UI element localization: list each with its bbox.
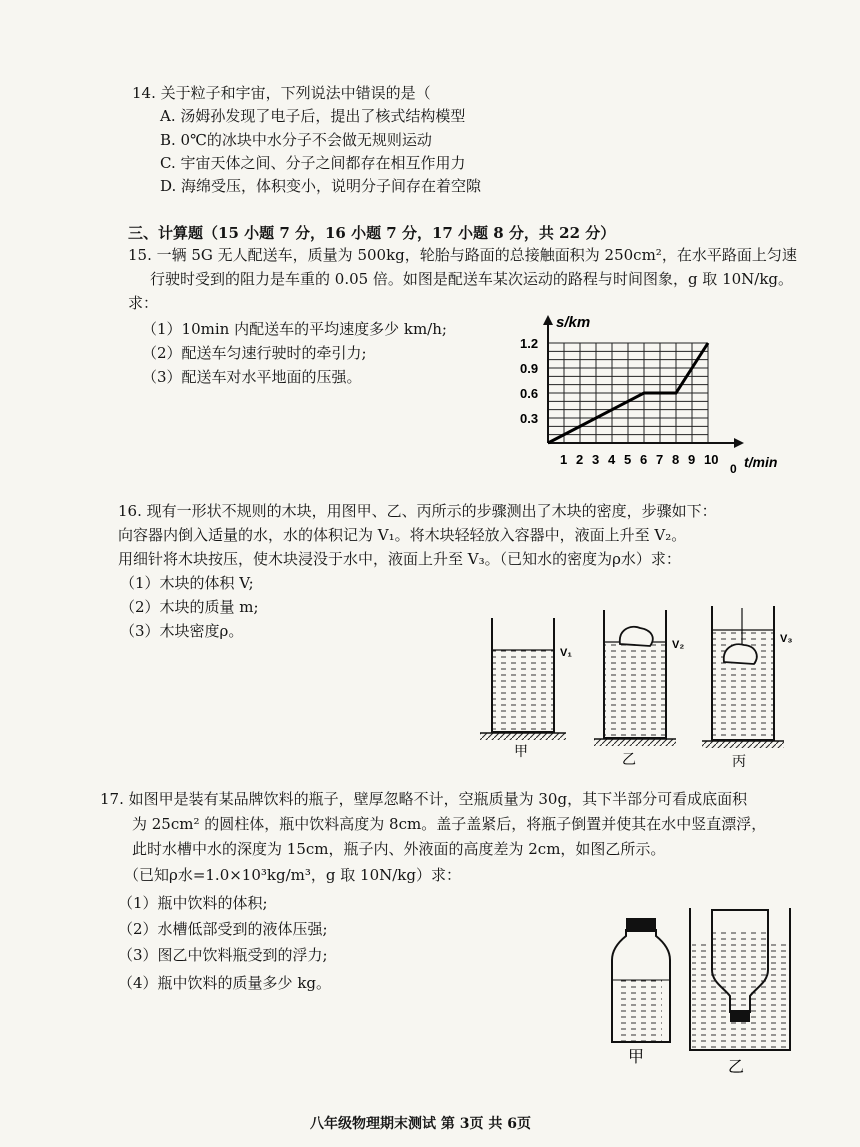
x-axis-arrow <box>734 438 744 448</box>
x-tick-label: 10 <box>704 452 719 467</box>
origin-label: 0 <box>730 462 737 476</box>
q15-sub-3: （3）配送车对水平地面的压强。 <box>142 368 362 386</box>
bottle-cap <box>626 918 656 932</box>
inverted-cap <box>730 1010 750 1022</box>
fig-label-bing: 丙 <box>732 753 746 769</box>
q16-line-2: 向容器内倒入适量的水，水的体积记为 V₁。将木块轻轻放入容器中，液面上升至 V₂。 <box>118 526 687 544</box>
x-tick-label: 6 <box>640 452 648 467</box>
fig-label-jia: 甲 <box>514 743 528 759</box>
q17-sub-3: （3）图乙中饮料瓶受到的浮力; <box>118 946 328 964</box>
q16-sub-3: （3）木块密度ρ。 <box>120 622 244 640</box>
beaker-yi <box>594 610 676 746</box>
q14-option-c: C. 宇宙天体之间、分子之间都存在相互作用力 <box>160 154 466 172</box>
q16-sub-1: （1）木块的体积 V; <box>120 574 254 592</box>
q17-line-1: 17. 如图甲是装有某品牌饮料的瓶子，壁厚忽略不计，空瓶质量为 30g，其下半部分可看成底面积 <box>100 790 748 808</box>
q15-line-2: 行驶时受到的阻力是车重的 0.05 倍。如图是配送车某次运动的路程与时间图象，g 取 10N/kg。 <box>150 270 794 288</box>
x-tick-label: 5 <box>624 452 632 467</box>
section-heading: 三、计算题（15 小题 7 分，16 小题 7 分，17 小题 8 分，共 22 分） <box>128 224 616 242</box>
q17-sub-1: （1）瓶中饮料的体积; <box>118 894 268 912</box>
q17-line-2: 为 25cm² 的圆柱体，瓶中饮料高度为 8cm。盖子盖紧后，将瓶子倒置并使其在水中竖直漂浮， <box>132 815 767 833</box>
y-tick-label: 1.2 <box>520 336 539 351</box>
label-v3: V₃ <box>780 633 793 645</box>
q14-option-a: A. 汤姆孙发现了电子后，提出了核式结构模型 <box>160 107 466 125</box>
tank-yi <box>690 908 790 1050</box>
q17-sub-4: （4）瓶中饮料的质量多少 kg。 <box>118 974 332 992</box>
beaker-jia <box>480 618 566 740</box>
q16-line-1: 16. 现有一形状不规则的木块，用图甲、乙、丙所示的步骤测出了木块的密度，步骤如下： <box>118 502 717 520</box>
beaker-figure <box>470 600 810 775</box>
fig17-label-jia: 甲 <box>628 1049 645 1066</box>
x-tick-label: 3 <box>592 452 600 467</box>
q15-line-1: 15. 一辆 5G 无人配送车，质量为 500kg，轮胎与路面的总接触面积为 250cm²，在水平路面上匀速 <box>128 246 797 264</box>
y-axis-label: s/km <box>556 314 591 331</box>
chart-grid <box>548 343 708 443</box>
y-tick-label: 0.3 <box>520 411 539 426</box>
x-tick-label: 8 <box>672 452 680 467</box>
bottle-jia <box>612 918 670 1042</box>
fig17-label-yi: 乙 <box>728 1059 745 1076</box>
x-tick-label: 9 <box>688 452 696 467</box>
label-v1: V₁ <box>560 647 572 659</box>
q17-sub-2: （2）水槽低部受到的液体压强; <box>118 920 328 938</box>
x-axis-label: t/min <box>744 454 778 470</box>
beaker-bing <box>702 606 784 748</box>
y-tick-label: 0.6 <box>520 386 539 401</box>
x-tick-label: 2 <box>576 452 584 467</box>
q16-line-3: 用细针将木块按压，使木块浸没于水中，液面上升至 V₃。（已知水的密度为ρ水）求： <box>118 550 681 568</box>
q14-option-d: D. 海绵受压，体积变小，说明分子间存在着空隙 <box>160 177 482 195</box>
fig-label-yi: 乙 <box>622 751 636 767</box>
x-tick-label: 4 <box>608 452 616 467</box>
q17-line-3: 此时水槽中水的深度为 15cm，瓶子内、外液面的高度差为 2cm，如图乙所示。 <box>132 840 666 858</box>
q17-line-4: （已知ρ水=1.0×10³kg/m³，g 取 10N/kg）求： <box>124 866 461 884</box>
y-tick-label: 0.9 <box>520 361 539 376</box>
q15-sub-1: （1）10min 内配送车的平均速度多少 km/h; <box>142 320 447 338</box>
x-tick-label: 1 <box>560 452 568 467</box>
q14-stem: 14. 关于粒子和宇宙，下列说法中错误的是（ <box>132 84 431 102</box>
q14-option-b: B. 0℃的冰块中水分子不会做无规则运动 <box>160 131 432 149</box>
page-footer: 八年级物理期末测试 第 3页 共 6页 <box>310 1116 531 1132</box>
bottle-figure <box>600 900 800 1080</box>
st-graph <box>500 305 790 480</box>
q16-sub-2: （2）木块的质量 m; <box>120 598 259 616</box>
x-tick-label: 7 <box>656 452 664 467</box>
label-v2: V₂ <box>672 639 685 651</box>
y-axis-arrow <box>543 315 553 325</box>
q15-line-3: 求： <box>128 294 159 312</box>
q15-sub-2: （2）配送车匀速行驶时的牵引力; <box>142 344 367 362</box>
